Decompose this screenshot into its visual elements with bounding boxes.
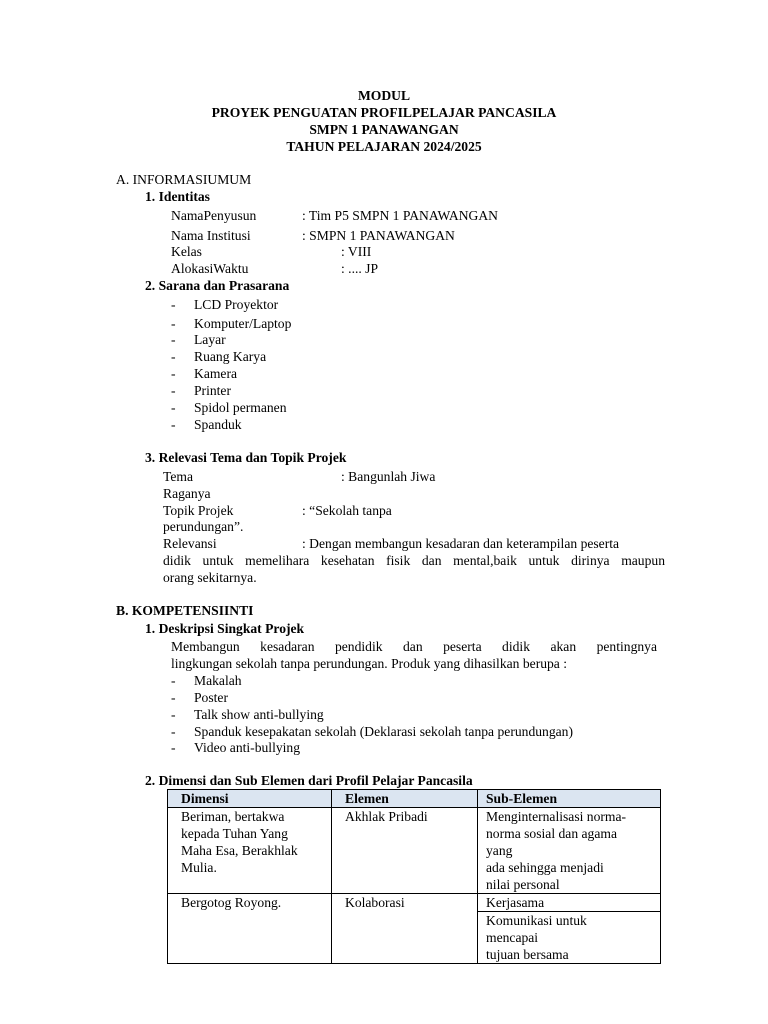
elemen-cell: Kolaborasi [332, 894, 478, 964]
identitas-heading: 1. Identitas [145, 189, 210, 204]
table-row [168, 894, 661, 912]
list-item: Komputer/Laptop [194, 316, 292, 331]
identity-value: : SMPN 1 PANAWANGAN [302, 228, 455, 243]
module-subtitle: PROYEK PENGUATAN PROFILPELAJAR PANCASILA [211, 105, 557, 120]
list-bullet: - [171, 724, 176, 739]
identity-value: : .... JP [341, 261, 379, 276]
identity-value: : VIII [341, 244, 372, 259]
school-name: SMPN 1 PANAWANGAN [309, 122, 459, 137]
dimensi-table [167, 789, 661, 964]
dimensi-cell [168, 808, 332, 894]
list-bullet: - [171, 740, 176, 755]
table-header: Elemen [332, 790, 478, 808]
academic-year: TAHUN PELAJARAN 2024/2025 [286, 139, 482, 154]
module-title: MODUL [357, 88, 411, 103]
list-bullet: - [171, 417, 176, 432]
topik-label: Topik Projek [163, 503, 234, 518]
identity-value: : Tim P5 SMPN 1 PANAWANGAN [302, 208, 498, 223]
section-b-heading: B. KOMPETENSIINTI [116, 603, 254, 618]
section-a-heading: A. INFORMASIUMUM [116, 172, 252, 187]
deskripsi-heading: 1. Deskripsi Singkat Projek [145, 621, 305, 636]
tema-value-cont: Raganya [163, 486, 211, 501]
identity-label: NamaPenyusun [171, 208, 257, 223]
list-item: Talk show anti-bullying [194, 707, 324, 722]
cell-line: Menginternalisasi norma- [486, 809, 627, 824]
cell-line: yang [486, 843, 513, 858]
list-item: Video anti-bullying [194, 740, 301, 755]
list-bullet: - [171, 297, 176, 312]
deskripsi-text-line: Membangun kesadaran pendidik dan peserta didik akan pentingnya [171, 639, 657, 654]
relevansi-value: : Dengan membangun kesadaran dan keterampilan peserta [302, 536, 620, 551]
list-bullet: - [171, 383, 176, 398]
table-header-row [168, 790, 661, 808]
cell-line: ada sehingga menjadi [486, 860, 604, 875]
table-header: Sub-Elemen [478, 790, 661, 808]
list-bullet: - [171, 400, 176, 415]
list-item: Makalah [194, 673, 242, 688]
cell-line: mencapai [486, 930, 539, 945]
topik-value: : “Sekolah tanpa [302, 503, 392, 518]
table-header: Dimensi [168, 790, 332, 808]
list-bullet: - [171, 690, 176, 705]
topik-value-cont: perundungan”. [163, 519, 244, 534]
identity-label: AlokasiWaktu [171, 261, 249, 276]
list-item: Kamera [194, 366, 238, 381]
relevansi-label: Relevansi [163, 536, 217, 551]
dimensi-heading: 2. Dimensi dan Sub Elemen dari Profil Pelajar Pancasila [145, 773, 473, 788]
list-item: Printer [194, 383, 231, 398]
list-bullet: - [171, 707, 176, 722]
sub-elemen-cell [478, 808, 661, 894]
sub-elemen-cell [478, 912, 661, 964]
identity-label: Nama Institusi [171, 228, 251, 243]
list-item: Ruang Karya [194, 349, 267, 364]
cell-line: kepada Tuhan Yang [181, 826, 288, 841]
list-bullet: - [171, 366, 176, 381]
list-item: LCD Proyektor [194, 297, 279, 312]
list-bullet: - [171, 316, 176, 331]
list-bullet: - [171, 332, 176, 347]
tema-value: : Bangunlah Jiwa [341, 469, 436, 484]
cell-line: nilai personal [486, 877, 560, 892]
cell-line: Beriman, bertakwa [181, 809, 285, 824]
cell-line: Komunikasi untuk [486, 913, 587, 928]
list-bullet: - [171, 673, 176, 688]
identity-label: Kelas [171, 244, 202, 259]
tema-label: Tema [163, 469, 193, 484]
relevansi-text-line: didik untuk memelihara kesehatan fisik dan mental,baik untuk dirinya maupun [163, 553, 665, 568]
list-item: Poster [194, 690, 228, 705]
cell-line: Maha Esa, Berakhlak [181, 843, 298, 858]
cell-line: Mulia. [181, 860, 217, 875]
list-item: Layar [194, 332, 226, 347]
relevansi-text-line: orang sekitarnya. [163, 570, 257, 585]
list-item: Spanduk [194, 417, 242, 432]
cell-line: norma sosial dan agama [486, 826, 617, 841]
dimensi-cell: Bergotog Royong. [168, 894, 332, 964]
list-bullet: - [171, 349, 176, 364]
relevansi-heading: 3. Relevasi Tema dan Topik Projek [145, 450, 347, 465]
list-item: Spanduk kesepakatan sekolah (Deklarasi sekolah tanpa perundungan) [194, 724, 573, 739]
cell-line: tujuan bersama [486, 947, 569, 962]
sub-elemen-cell: Kerjasama [478, 894, 661, 912]
list-item: Spidol permanen [194, 400, 287, 415]
deskripsi-text-line: lingkungan sekolah tanpa perundungan. Produk yang dihasilkan berupa : [171, 656, 568, 671]
table-row [168, 808, 661, 894]
elemen-cell: Akhlak Pribadi [332, 808, 478, 894]
sarana-heading: 2. Sarana dan Prasarana [145, 278, 290, 293]
